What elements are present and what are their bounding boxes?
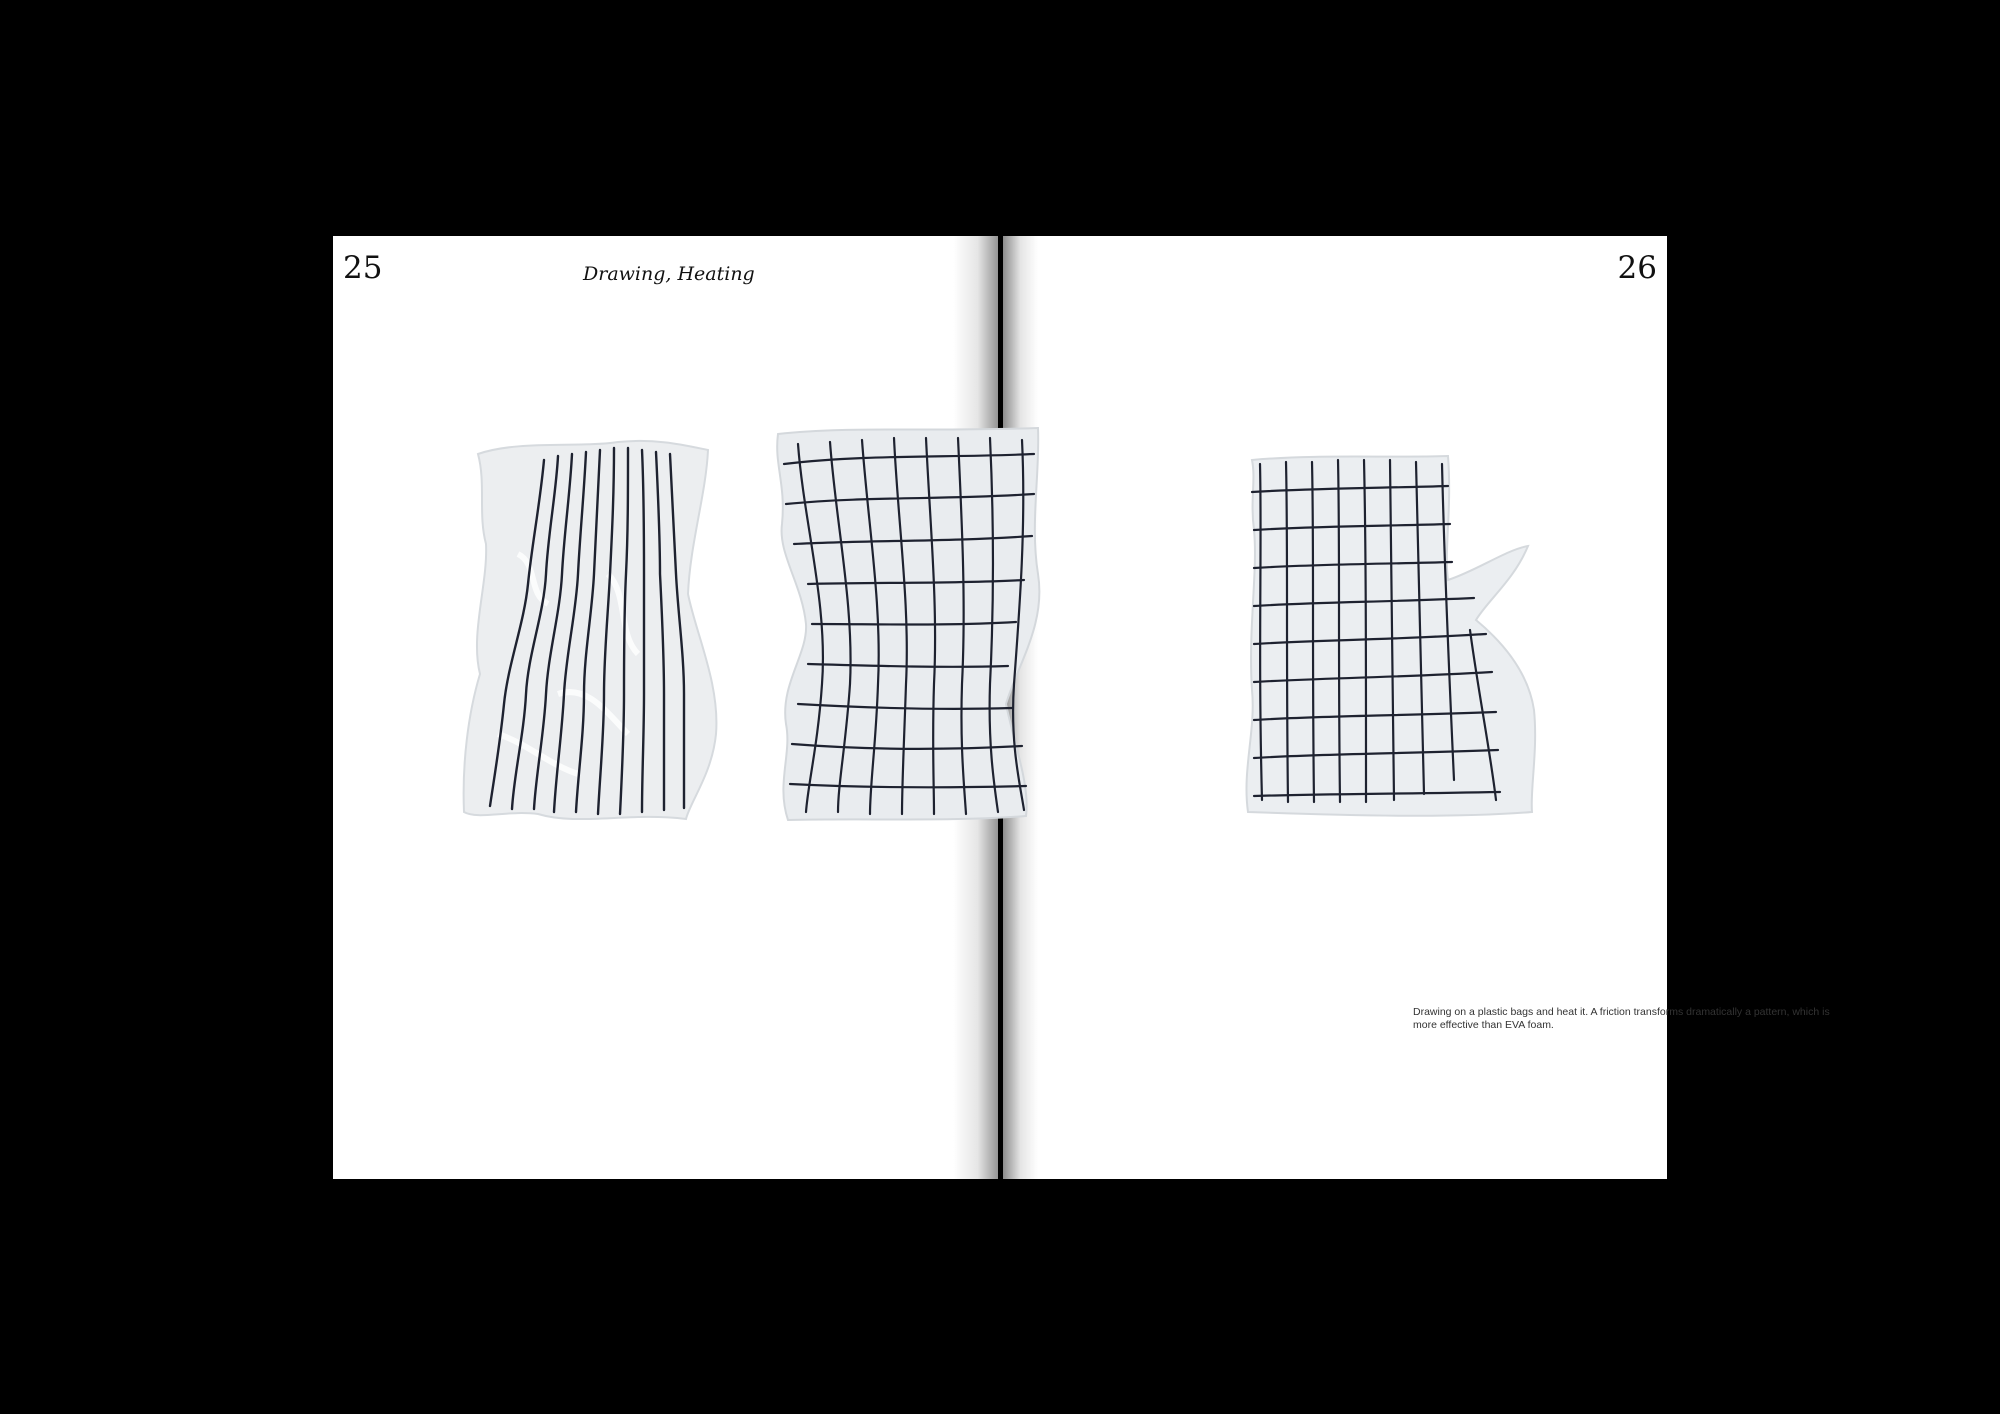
page-number-left: 25 — [343, 250, 383, 286]
image-caption: Drawing on a plastic bags and heat it. A friction transforms dramatically a pattern, which is more effective than EVA foam. — [1413, 1006, 1830, 1031]
grid-plastic-sample-right — [1238, 450, 1538, 820]
section-title: Drawing, Heating — [583, 263, 755, 285]
magazine-spread — [333, 236, 1830, 1179]
vertical-lines-plastic-sample — [458, 434, 723, 824]
grid-plastic-sample-center — [768, 424, 1058, 824]
page-number-right: 26 — [1617, 250, 1657, 286]
